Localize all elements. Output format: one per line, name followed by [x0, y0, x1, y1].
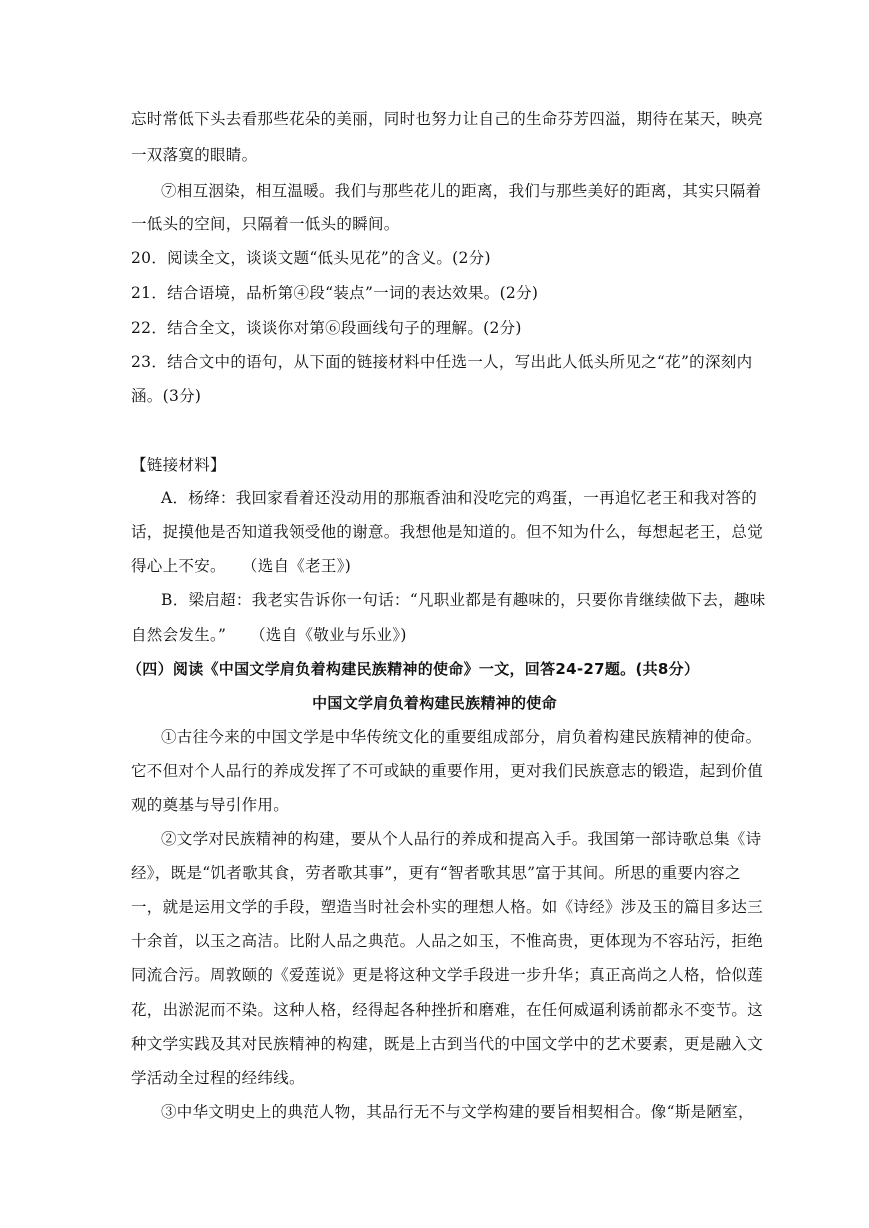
linked-material-heading: 【链接材料】 — [131, 456, 226, 474]
text-line: 忘时常低下头去看那些花朵的美丽，同时也努力让自己的生命芬芳四溢，期待在某天，映亮 — [131, 110, 764, 128]
question-22: 22．结合全文，谈谈你对第⑥段画线句子的理解。(2分) — [131, 319, 522, 337]
paragraph-3: ③中华文明史上的典范人物，其品行无不与文学构建的要旨相契相合。像“斯是陋室， — [161, 1103, 754, 1121]
question-20: 20．阅读全文，谈谈文题“低头见花”的含义。(2分) — [131, 249, 491, 267]
text-line: 一，就是运用文学的手段，塑造当时社会朴实的理想人格。如《诗经》涉及玉的篇目多达三 — [131, 898, 764, 916]
article-title: 中国文学肩负着构建民族精神的使命 — [312, 694, 557, 712]
text-line: 一低头的空间，只隔着一低头的瞬间。 — [131, 215, 400, 233]
text-line: 种文学实践及其对民族精神的构建，既是上古到当代的中国文学中的艺术要素，更是融入文 — [131, 1035, 764, 1053]
material-a: A．杨绛：我回家看着还没动用的那瓶香油和没吃完的鸡蛋，一再追忆老王和我对答的 — [161, 489, 758, 507]
text-line: 同流合污。周敦颐的《爱莲说》更是将这种文学手段进一步升华；真正高尚之人格，恰似莲 — [131, 966, 764, 984]
text-line: 花，出淤泥而不染。这种人格，经得起各种挫折和磨难，在任何威逼利诱前都永不变节。这 — [131, 1001, 764, 1019]
text-line: 观的奠基与导引作用。 — [131, 796, 290, 814]
text-line: 得心上不安。 （选自《老王》) — [131, 557, 352, 575]
text-line: 话，捉摸他是否知道我领受他的谢意。我想他是知道的。但不知为什么，每想起老王，总觉 — [131, 523, 764, 541]
text-line: 学活动全过程的经纬线。 — [131, 1069, 305, 1087]
text-line: 涵。(3分) — [131, 387, 202, 405]
section-4-heading: （四）阅读《中国文学肩负着构建民族精神的使命》一文，回答24-27题。(共8分） — [127, 660, 700, 678]
paragraph-2: ②文学对民族精神的构建，要从个人品行的养成和提高入手。我国第一部诗歌总集《诗 — [161, 830, 762, 848]
text-line: 经》，既是“饥者歌其食，劳者歌其事”，更有“智者歌其思”富于其间。所思的重要内容之 — [131, 864, 741, 882]
question-21: 21．结合语境，品析第④段“装点”一词的表达效果。(2分) — [131, 284, 539, 302]
text-line: 自然会发生。” （选自《敬业与乐业》) — [131, 626, 407, 644]
text-line: 十余首，以玉之高洁。比附人品之典范。人品之如玉，不惟高贵，更体现为不容玷污，拒绝 — [131, 932, 764, 950]
material-b: B．梁启超：我老实告诉你一句话：“凡职业都是有趣味的，只要你肯继续做下去，趣味 — [161, 591, 766, 609]
paragraph-7: ⑦相互洇染，相互温暖。我们与那些花儿的距离，我们与那些美好的距离，其实只隔着 — [161, 182, 762, 200]
text-line: 它不但对个人品行的养成发挥了不可或缺的重要作用，更对我们民族意志的锻造，起到价值 — [131, 762, 764, 780]
paragraph-1: ①古往今来的中国文学是中华传统文化的重要组成部分，肩负着构建民族精神的使命。 — [161, 728, 762, 746]
question-23: 23．结合文中的语句，从下面的链接材料中任选一人，写出此人低头所见之“花”的深刻内 — [131, 353, 753, 371]
text-line: 一双落寞的眼睛。 — [131, 146, 258, 164]
